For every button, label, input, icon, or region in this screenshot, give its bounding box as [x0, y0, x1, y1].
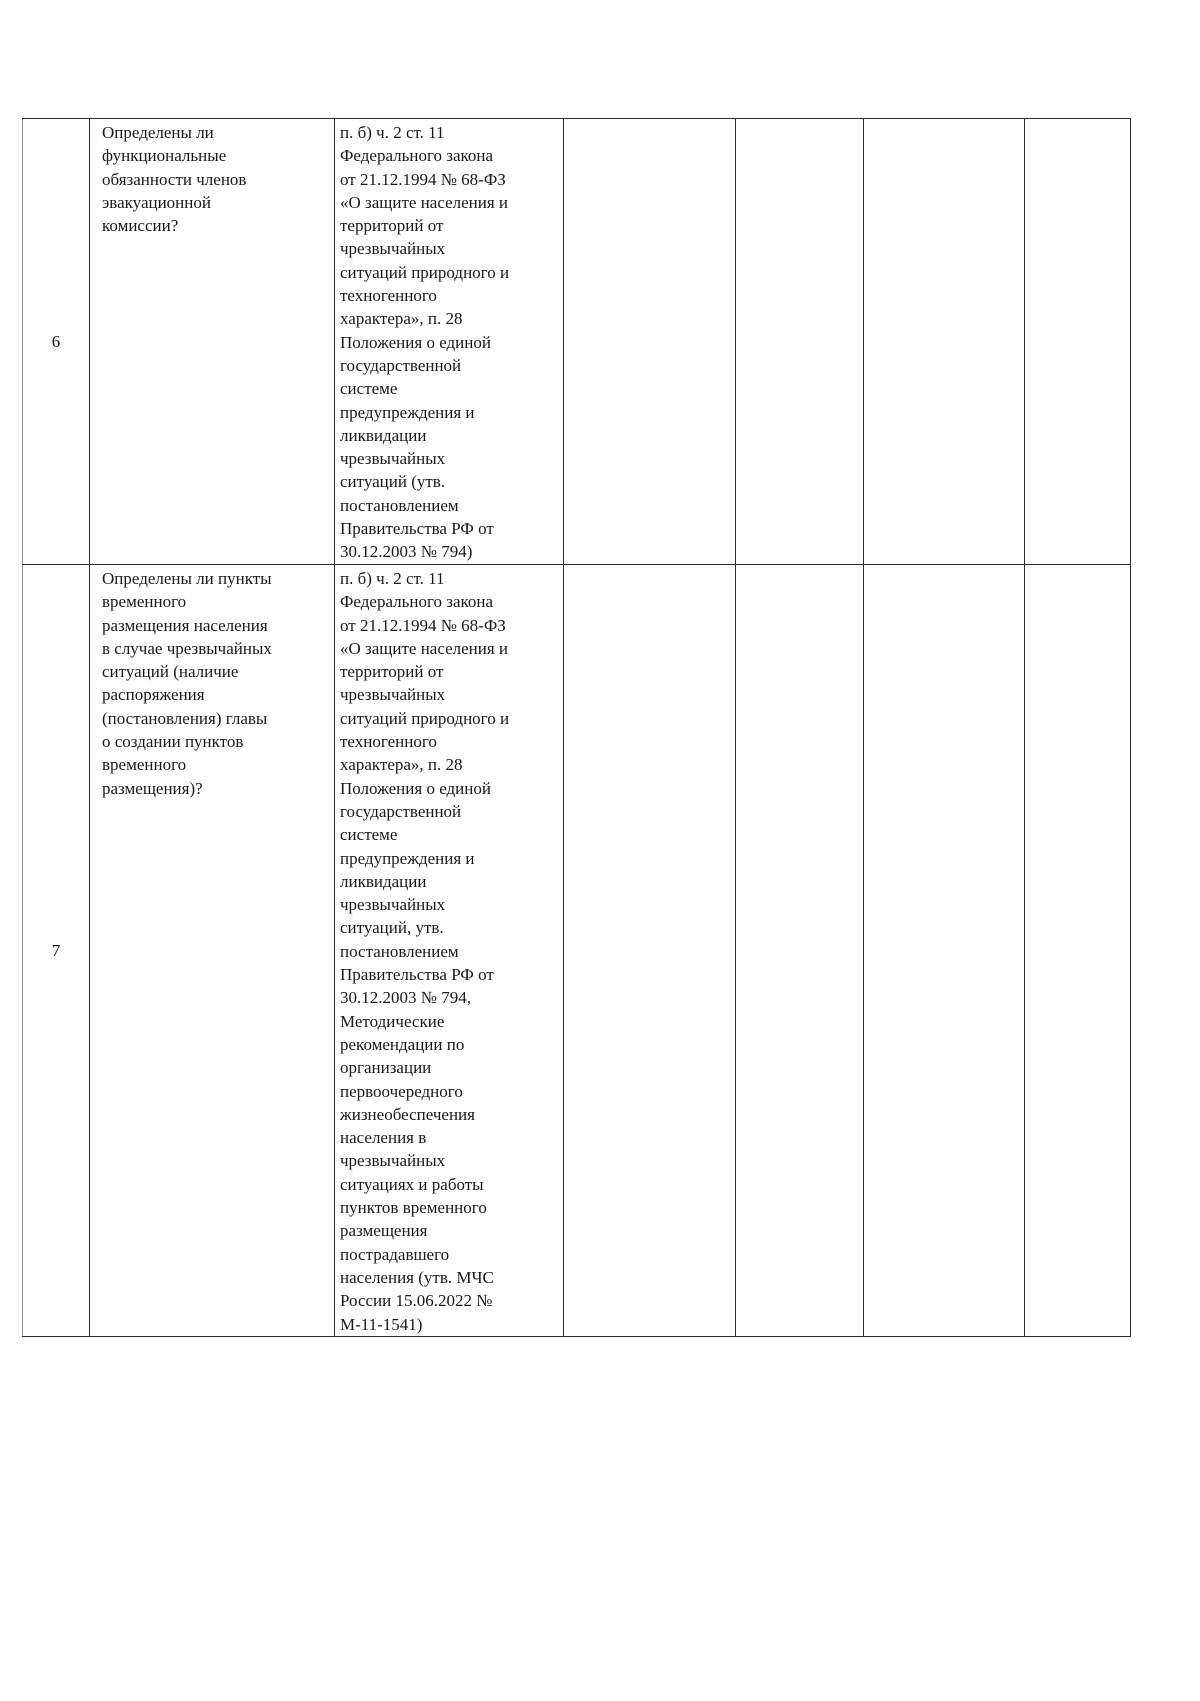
legal-basis-text: п. б) ч. 2 ст. 11 Федерального закона от 21.12.1994 № 68-ФЗ «О защите населения и территорий от чрезвычайных ситуаций природного и техногенного характера», п. 28 Положения о единой государственной системе предупреждения и ликвидации чрезвычайных ситуаций (утв. постановлением Правительства РФ от 30.12.2003 № 794): [340, 123, 510, 562]
answer-yes-cell: [564, 565, 736, 1337]
answer-na-cell: [864, 565, 1025, 1337]
legal-basis-cell: [335, 119, 564, 565]
question-cell: [90, 119, 335, 565]
notes-cell: [1025, 119, 1131, 565]
question-cell: [90, 565, 335, 1337]
answer-yes-cell: [564, 119, 736, 565]
legal-basis-text: п. б) ч. 2 ст. 11 Федерального закона от 21.12.1994 № 68-ФЗ «О защите населения и территорий от чрезвычайных ситуаций природного и техногенного характера», п. 28 Положения о единой государственной системе предупреждения и ликвидации чрезвычайных ситуаций, утв. постановлением Правительства РФ от 30.12.2003 № 794, Методические рекомендации по организации первоочередного жизнеобеспечения населения в чрезвычайных ситуациях и работы пунктов временного размещения пострадавшего населения (утв. МЧС России 15.06.2022 № М-11-1541): [340, 569, 510, 1334]
answer-no-cell: [736, 119, 864, 565]
question-text: Определены ли функциональные обязанности членов эвакуационной комиссии?: [102, 123, 247, 236]
row-number: 7: [51, 940, 61, 960]
legal-basis-cell: [335, 565, 564, 1337]
checklist-table: [22, 118, 1131, 1337]
table-row: [23, 565, 1131, 1337]
table-row: [23, 119, 1131, 565]
row-number-cell: [23, 119, 90, 565]
answer-no-cell: [736, 565, 864, 1337]
row-number: 6: [51, 331, 61, 351]
row-number-cell: [23, 565, 90, 1337]
notes-cell: [1025, 565, 1131, 1337]
question-text: Определены ли пункты временного размещения населения в случае чрезвычайных ситуаций (наличие распоряжения (постановления) главы о создании пунктов временного размещения)?: [102, 569, 272, 798]
answer-na-cell: [864, 119, 1025, 565]
